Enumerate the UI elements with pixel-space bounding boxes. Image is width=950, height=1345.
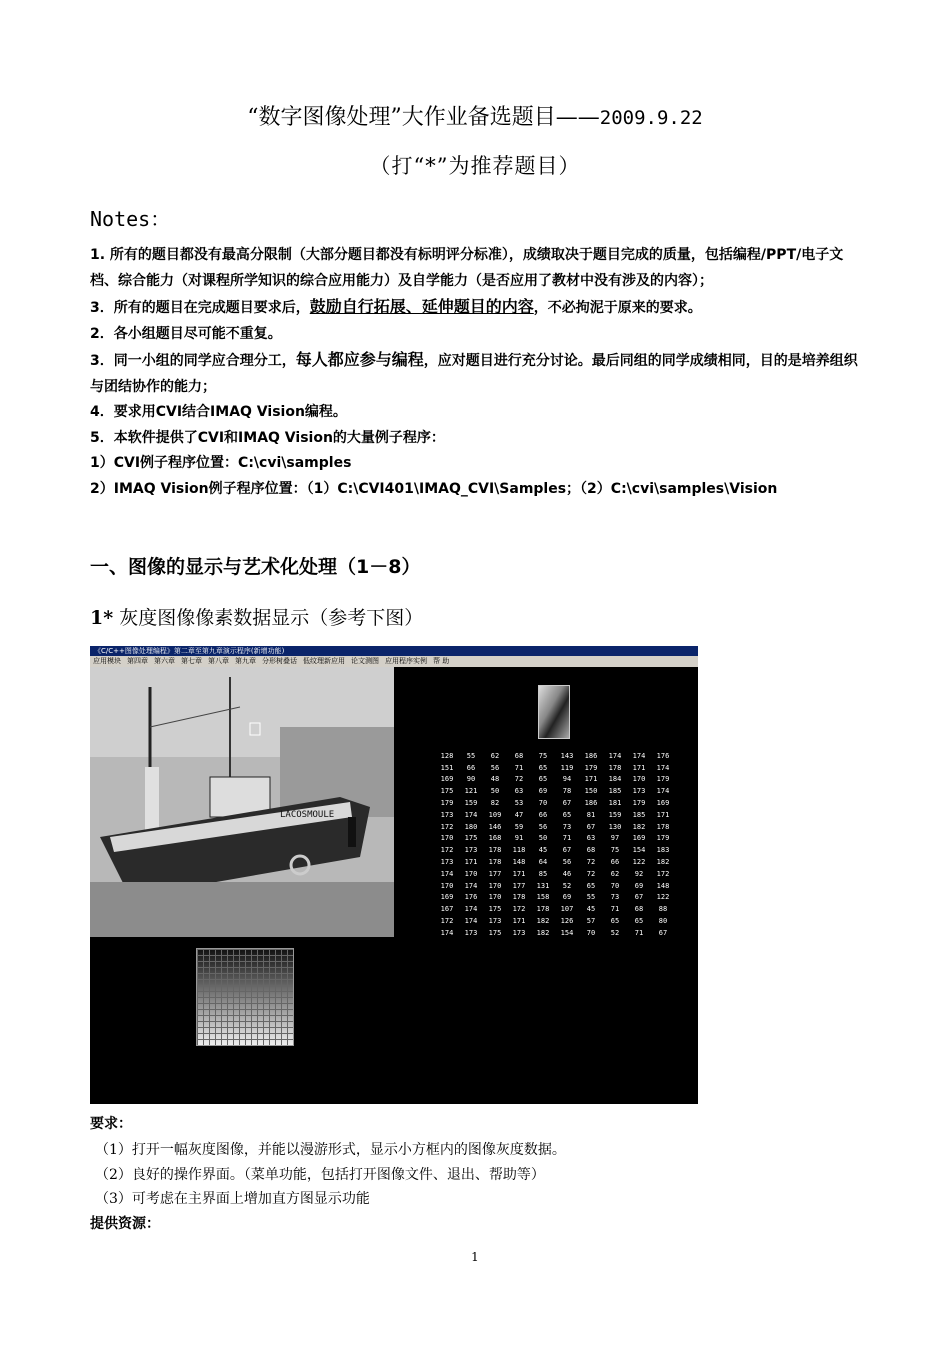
- pixel-value: 63: [586, 834, 596, 843]
- pixel-value: 174: [464, 810, 478, 819]
- pixel-value: 72: [514, 775, 524, 784]
- pixel-value: 56: [562, 858, 572, 867]
- pixel-row: [435, 915, 675, 927]
- pixel-value: 107: [560, 905, 574, 914]
- pixel-value: 66: [538, 810, 548, 819]
- pixel-value: 75: [538, 751, 548, 760]
- pixel-value: 179: [440, 799, 454, 808]
- resources-heading: 提供资源：: [90, 1216, 160, 1232]
- requirement-2: （2）良好的操作界面。（菜单功能，包括打开图像文件、退出、帮助等）: [95, 1166, 545, 1183]
- pixel-value: 169: [632, 834, 646, 843]
- subsection-heading: [90, 603, 423, 630]
- pixel-value: 175: [464, 834, 478, 843]
- pixel-value: 176: [464, 893, 478, 902]
- pixel-row: [435, 892, 675, 904]
- pixel-value: 175: [488, 928, 502, 937]
- pixel-value: 68: [586, 846, 596, 855]
- pixel-value: 65: [634, 917, 644, 926]
- pixel-value: 175: [488, 905, 502, 914]
- pixel-value: 118: [512, 846, 526, 855]
- note-2-emphasis: 鼓励自行拓展、延伸题目的内容: [309, 297, 534, 316]
- pixel-value: 128: [440, 751, 454, 760]
- boat-photo: [90, 667, 394, 937]
- pixel-row: [435, 868, 675, 880]
- pixel-value: 52: [610, 928, 620, 937]
- pixel-value: 59: [514, 822, 524, 831]
- pixel-value: 70: [586, 928, 596, 937]
- note-2-a: 3．所有的题目在完成题目要求后，: [90, 300, 310, 316]
- pixel-value: 179: [656, 775, 670, 784]
- pixel-row: [435, 880, 675, 892]
- screenshot-menubar: [90, 656, 698, 667]
- pixel-value: 90: [466, 775, 476, 784]
- pixel-value: 69: [562, 893, 572, 902]
- pixel-value: 169: [440, 775, 454, 784]
- pixel-row: [435, 762, 675, 774]
- pixel-value: 182: [656, 858, 670, 867]
- pixel-value: 173: [512, 928, 526, 937]
- pixel-value: 184: [608, 775, 622, 784]
- note-4-emphasis: 每人都应参与编程: [295, 350, 424, 369]
- menu-item[interactable]: 第七章: [181, 657, 202, 665]
- pixel-value: 56: [490, 763, 500, 772]
- pixel-value: 91: [514, 834, 524, 843]
- pixel-value: 47: [514, 810, 524, 819]
- pixel-value: 171: [584, 775, 598, 784]
- pixel-value: 172: [656, 869, 670, 878]
- pixel-value: 169: [440, 893, 454, 902]
- pixel-value: 151: [440, 763, 454, 772]
- pixel-value: 65: [562, 810, 572, 819]
- pixel-value: 173: [464, 846, 478, 855]
- pixel-value: 174: [608, 751, 622, 760]
- requirements-list: [95, 1138, 566, 1212]
- pixel-value: 174: [464, 881, 478, 890]
- note-1: 1. 所有的题目都没有最高分限制（大部分题目都没有标明评分标准），成绩取决于题目完成的质量，包括编程/PPT/电子文档、综合能力（对课程所学知识的综合应用能力）及自学能力（是否应用了教材中没有涉及的内容）；: [90, 247, 844, 289]
- pixel-value: 68: [634, 905, 644, 914]
- pixel-value: 65: [538, 763, 548, 772]
- pixel-value: 171: [512, 917, 526, 926]
- pixel-value: 167: [440, 905, 454, 914]
- pixel-row: [435, 856, 675, 868]
- pixel-value: 154: [632, 846, 646, 855]
- requirements-heading: 要求：: [90, 1116, 132, 1132]
- pixel-row: [435, 785, 675, 797]
- pixel-value: 176: [656, 751, 670, 760]
- title-text: “数字图像处理”大作业备选题目——: [247, 105, 600, 130]
- pixel-value: 63: [514, 787, 524, 796]
- pixel-value: 174: [656, 787, 670, 796]
- pixel-value: 178: [608, 763, 622, 772]
- pixel-value: 71: [562, 834, 572, 843]
- pixel-value: 66: [466, 763, 476, 772]
- pixel-value: 159: [608, 810, 622, 819]
- section-heading: 一、图像的显示与艺术化处理（1－8）: [90, 556, 421, 578]
- pixel-value: 172: [440, 917, 454, 926]
- pixel-value: 71: [634, 928, 644, 937]
- pixel-value: 170: [488, 893, 502, 902]
- pixel-value: 172: [440, 822, 454, 831]
- pixel-value: 174: [464, 917, 478, 926]
- page-number: 1: [471, 1250, 479, 1264]
- pixel-value: 57: [586, 917, 596, 926]
- pixel-value: 64: [538, 858, 548, 867]
- pixel-value: 81: [586, 810, 596, 819]
- pixel-value: 72: [586, 869, 596, 878]
- pixel-value: 173: [464, 928, 478, 937]
- note-5: 4．要求用CVI结合IMAQ Vision编程。: [90, 404, 347, 420]
- pixel-value: 174: [440, 869, 454, 878]
- pixel-value: 50: [490, 787, 500, 796]
- pixel-row: [435, 833, 675, 845]
- subsection-text: 灰度图像像素数据显示（参考下图）: [113, 607, 424, 629]
- pixel-value: 179: [632, 799, 646, 808]
- pixel-value: 146: [488, 822, 502, 831]
- menu-item[interactable]: 第九章: [235, 657, 256, 665]
- pixel-value: 172: [440, 846, 454, 855]
- pixel-value: 171: [632, 763, 646, 772]
- pixel-value: 121: [464, 787, 478, 796]
- pixel-value: 56: [538, 822, 548, 831]
- pixel-value: 173: [440, 858, 454, 867]
- pixel-value: 179: [656, 834, 670, 843]
- pixel-value: 68: [514, 751, 524, 760]
- pixel-value: 178: [512, 893, 526, 902]
- pixel-value: 174: [632, 751, 646, 760]
- pixel-row: [435, 844, 675, 856]
- pixel-value: 122: [656, 893, 670, 902]
- pixel-value: 171: [464, 858, 478, 867]
- menu-item[interactable]: 分形树叠话: [262, 657, 297, 665]
- menu-item[interactable]: 论文测图: [351, 657, 379, 665]
- pixel-value: 168: [488, 834, 502, 843]
- pixel-row: [435, 809, 675, 821]
- pixel-value: 69: [538, 787, 548, 796]
- pixel-value: 171: [656, 810, 670, 819]
- pixel-value-table: [435, 750, 675, 939]
- pixel-value: 170: [440, 834, 454, 843]
- pixel-value: 73: [610, 893, 620, 902]
- menu-item[interactable]: 第六章: [154, 657, 175, 665]
- pixel-value: 45: [586, 905, 596, 914]
- pixel-row: [435, 927, 675, 939]
- menu-item[interactable]: 低纹理新应用: [303, 657, 345, 665]
- pixel-value: 109: [488, 810, 502, 819]
- pixel-value: 177: [488, 869, 502, 878]
- pixel-value: 175: [440, 787, 454, 796]
- pixel-value: 65: [610, 917, 620, 926]
- pixel-value: 80: [658, 917, 668, 926]
- notes-list: [90, 243, 865, 502]
- pixel-value: 73: [562, 822, 572, 831]
- pixel-value: 67: [586, 822, 596, 831]
- pixel-value: 173: [488, 917, 502, 926]
- pixel-value: 150: [584, 787, 598, 796]
- note-3: 2．各小组题目尽可能不重复。: [90, 325, 282, 342]
- pixel-row: [435, 774, 675, 786]
- reference-screenshot: [90, 646, 698, 1104]
- pixel-value: 94: [562, 775, 572, 784]
- pixel-value: 122: [632, 858, 646, 867]
- pixel-value: 46: [562, 869, 572, 878]
- pixel-value: 97: [610, 834, 620, 843]
- pixel-value: 178: [488, 846, 502, 855]
- pixel-value: 159: [464, 799, 478, 808]
- pixel-value: 119: [560, 763, 574, 772]
- menu-item[interactable]: 第四章: [127, 657, 148, 665]
- pixel-value: 172: [512, 905, 526, 914]
- gray-grid-preview: [196, 948, 294, 1046]
- pixel-value: 178: [536, 905, 550, 914]
- pixel-value: 65: [586, 881, 596, 890]
- note-6: 5．本软件提供了CVI和IMAQ Vision的大量例子程序：: [90, 429, 445, 446]
- pixel-value: 170: [440, 881, 454, 890]
- pixel-value: 48: [490, 775, 500, 784]
- pixel-value: 178: [488, 858, 502, 867]
- pixel-value: 55: [586, 893, 596, 902]
- pixel-value: 75: [610, 846, 620, 855]
- pixel-row: [435, 797, 675, 809]
- pixel-value: 186: [584, 799, 598, 808]
- pixel-value: 148: [512, 858, 526, 867]
- document-subtitle: （打“*”为推荐题目）: [369, 154, 581, 178]
- pixel-value: 131: [536, 881, 550, 890]
- pixel-value: 170: [464, 869, 478, 878]
- pixel-value: 130: [608, 822, 622, 831]
- pixel-value: 154: [560, 928, 574, 937]
- pixel-value: 67: [562, 799, 572, 808]
- pixel-value: 171: [512, 869, 526, 878]
- pixel-value: 182: [536, 928, 550, 937]
- pixel-value: 179: [584, 763, 598, 772]
- pixel-value: 174: [656, 763, 670, 772]
- pixel-value: 50: [538, 834, 548, 843]
- pixel-value: 62: [610, 869, 620, 878]
- pixel-value: 66: [610, 858, 620, 867]
- pixel-value: 88: [658, 905, 668, 914]
- pixel-value: 148: [656, 881, 670, 890]
- pixel-value: 170: [632, 775, 646, 784]
- requirement-3: （3）可考虑在主界面上增加直方图显示功能: [95, 1191, 370, 1207]
- pixel-value: 177: [512, 881, 526, 890]
- pixel-value: 85: [538, 869, 548, 878]
- note-2: [90, 294, 865, 322]
- pixel-value: 170: [488, 881, 502, 890]
- requirement-1: （1）打开一幅灰度图像，并能以漫游形式，显示小方框内的图像灰度数据。: [95, 1142, 566, 1158]
- notes-heading: Notes：: [90, 207, 171, 231]
- pixel-value: 52: [562, 881, 572, 890]
- pixel-value: 185: [632, 810, 646, 819]
- zoom-preview: [538, 685, 570, 739]
- note-8: 2）IMAQ Vision例子程序位置：（1）C:\CVI401\IMAQ_CVI\Samples；（2）C:\cvi\samples\Vision: [90, 480, 778, 497]
- pixel-value: 182: [536, 917, 550, 926]
- pixel-value: 67: [562, 846, 572, 855]
- pixel-value: 92: [634, 869, 644, 878]
- pixel-value: 174: [440, 928, 454, 937]
- screenshot-titlebar: 《C/C++图像处理编程》第二章至第九章演示程序(新增功能): [90, 646, 698, 656]
- pixel-value: 181: [608, 799, 622, 808]
- pixel-value: 169: [656, 799, 670, 808]
- pixel-value: 69: [634, 881, 644, 890]
- document-title: [0, 100, 950, 131]
- pixel-value: 185: [608, 787, 622, 796]
- menu-item[interactable]: 应用模块: [93, 657, 121, 665]
- pixel-value: 158: [536, 893, 550, 902]
- note-4-a: 3．同一小组的同学应合理分工，: [90, 353, 296, 369]
- pixel-value: 45: [538, 846, 548, 855]
- pixel-value: 82: [490, 799, 500, 808]
- note-4-c: ，应对题目进行充分讨论。最后同组的同学成绩相同，目的是培养组织与团结协作的能力；: [90, 353, 858, 395]
- pixel-value: 143: [560, 751, 574, 760]
- title-date: 2009.9.22: [599, 107, 703, 129]
- pixel-row: [435, 821, 675, 833]
- boat-name-text: LACOSMOULE: [280, 810, 335, 820]
- pixel-row: [435, 750, 675, 762]
- pixel-value: 178: [656, 822, 670, 831]
- boat-photo-drawing: [90, 667, 394, 937]
- pixel-value: 126: [560, 917, 574, 926]
- pixel-value: 173: [632, 787, 646, 796]
- pixel-value: 173: [440, 810, 454, 819]
- menu-item[interactable]: 帮 助: [433, 657, 450, 665]
- note-4: [90, 347, 865, 400]
- menu-item[interactable]: 第八章: [208, 657, 229, 665]
- pixel-value: 67: [658, 928, 668, 937]
- pixel-value: 180: [464, 822, 478, 831]
- pixel-value: 182: [632, 822, 646, 831]
- pixel-value: 62: [490, 751, 500, 760]
- pixel-value: 65: [538, 775, 548, 784]
- pixel-value: 70: [610, 881, 620, 890]
- menu-item[interactable]: 应用程序实例: [385, 657, 427, 665]
- pixel-value: 72: [586, 858, 596, 867]
- pixel-value: 67: [634, 893, 644, 902]
- pixel-row: [435, 903, 675, 915]
- subsection-number: 1*: [90, 607, 114, 629]
- pixel-value: 70: [538, 799, 548, 808]
- pixel-value: 183: [656, 846, 670, 855]
- pixel-value: 71: [610, 905, 620, 914]
- pixel-value: 71: [514, 763, 524, 772]
- note-2-c: ，不必拘泥于原来的要求。: [533, 300, 702, 316]
- pixel-value: 186: [584, 751, 598, 760]
- pixel-value: 78: [562, 787, 572, 796]
- pixel-value: 174: [464, 905, 478, 914]
- note-7: 1）CVI例子程序位置：C:\cvi\samples: [90, 455, 352, 471]
- pixel-value: 53: [514, 799, 524, 808]
- pixel-value: 55: [466, 751, 476, 760]
